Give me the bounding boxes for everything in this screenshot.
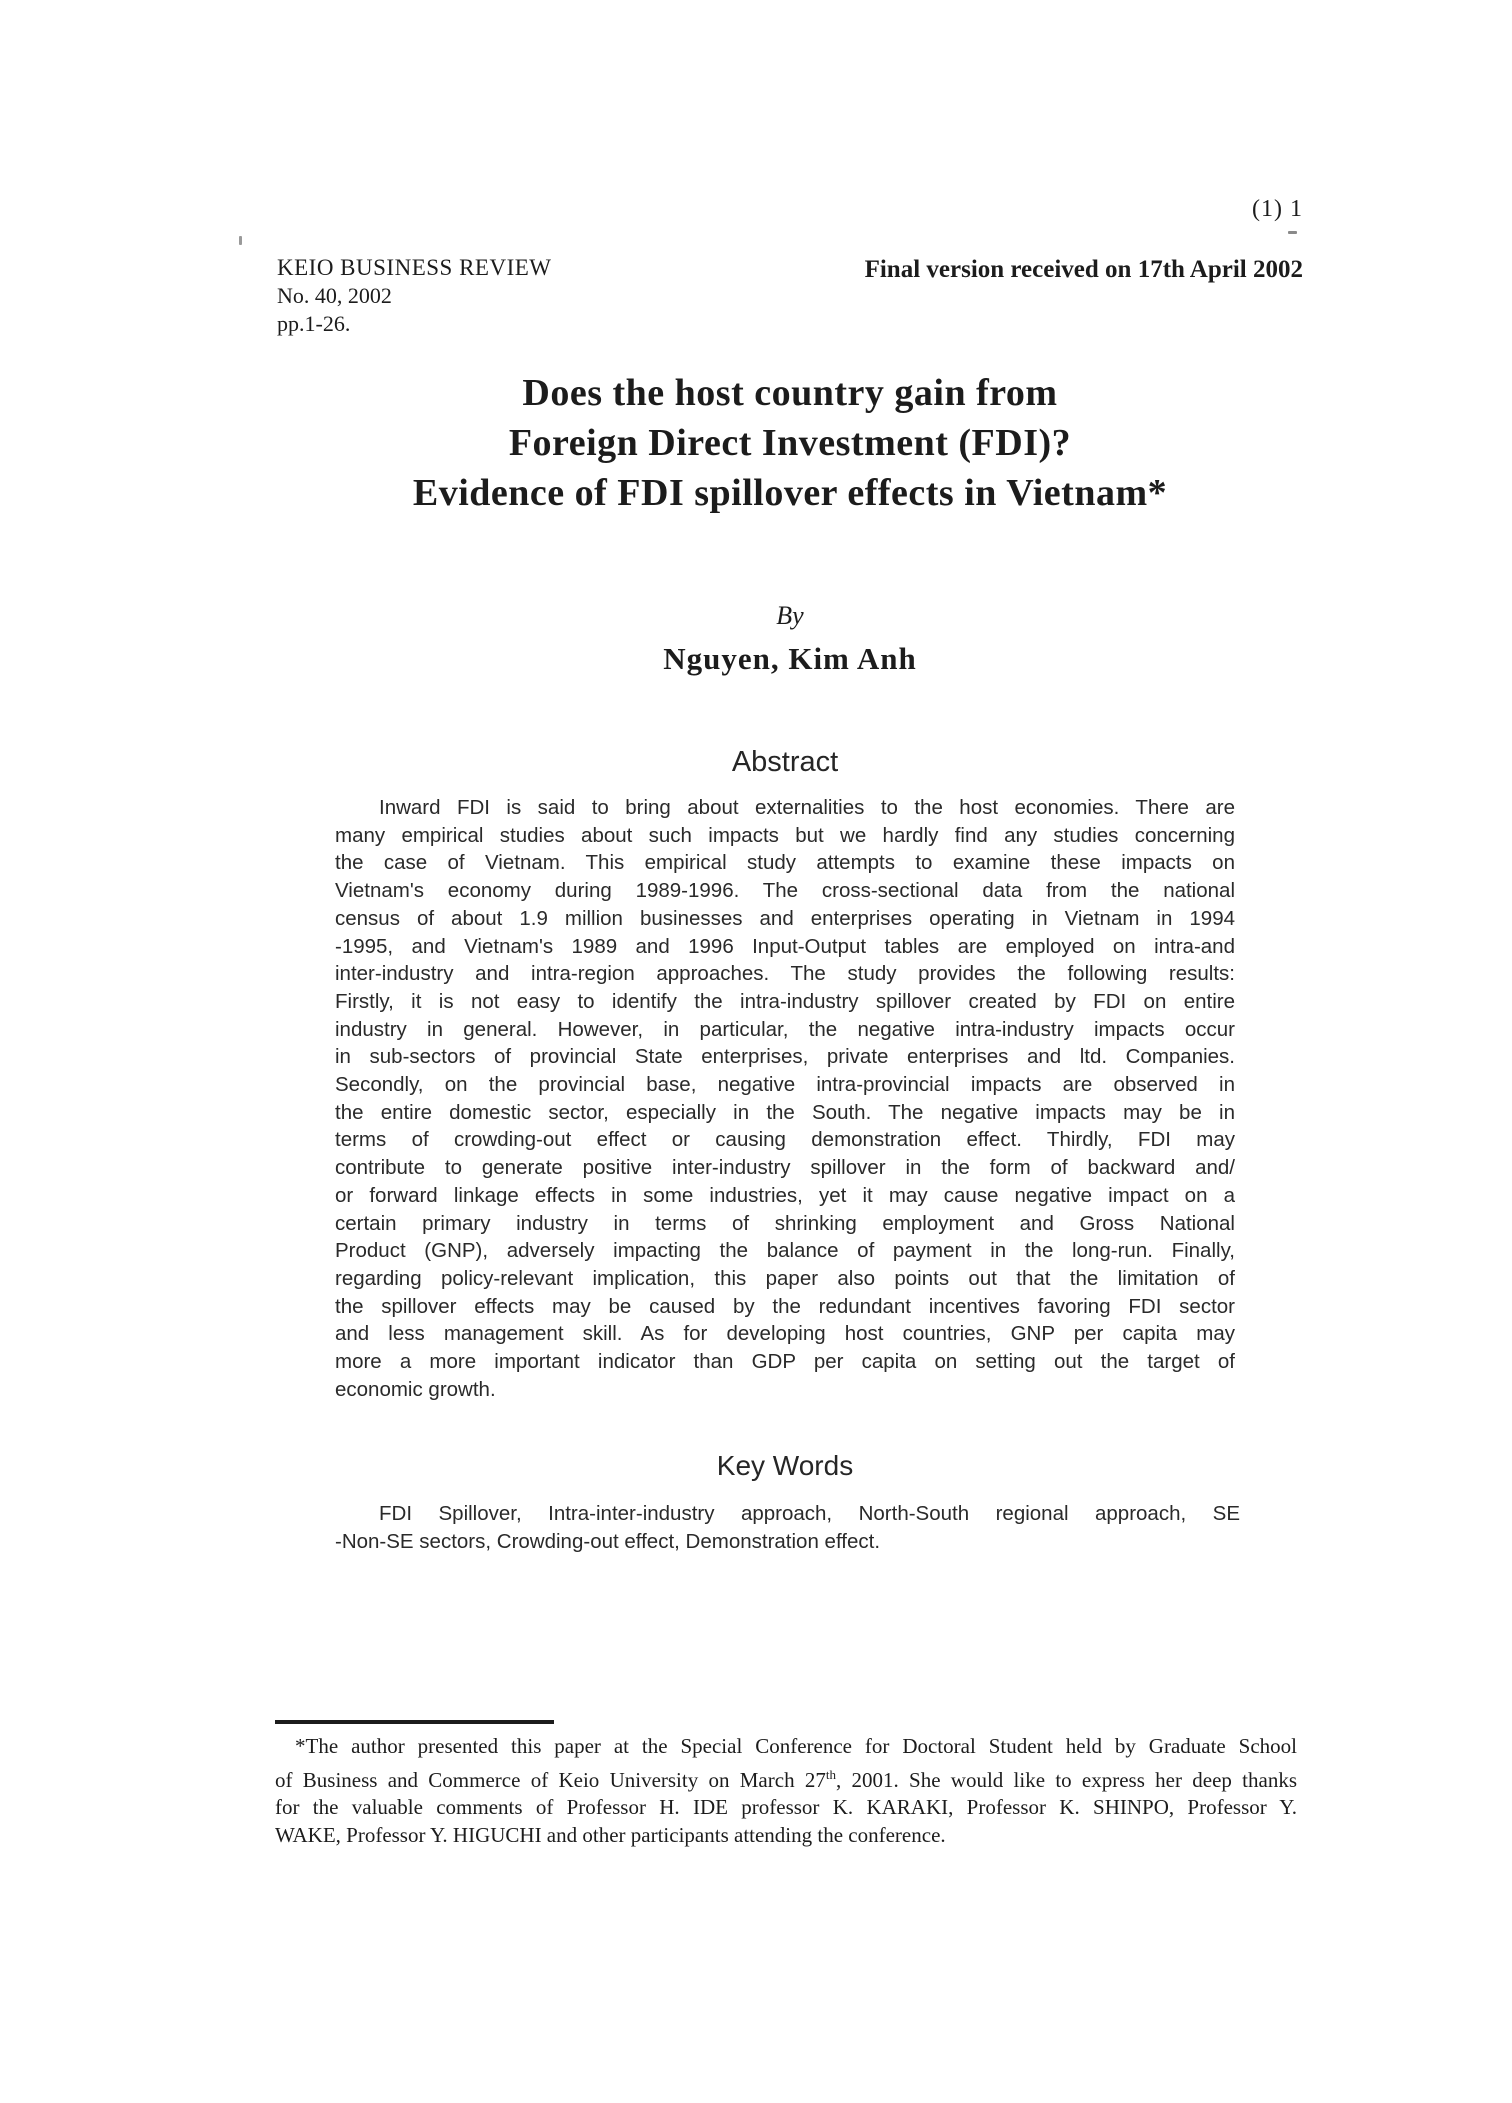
byline-by-label: By bbox=[776, 601, 804, 630]
abstract-line: Secondly, on the provincial base, negative intra-provincial impacts are observed in bbox=[335, 1073, 1235, 1097]
abstract-line: in sub-sectors of provincial State enterprises, private enterprises and ltd. Companies. bbox=[335, 1045, 1235, 1069]
abstract-line: more a more important indicator than GDP per capita on setting out the target of bbox=[335, 1350, 1235, 1374]
keywords-line: -Non-SE sectors, Crowding-out effect, Demonstration effect. bbox=[335, 1530, 881, 1553]
journal-header bbox=[277, 253, 707, 338]
abstract-line: -1995, and Vietnam's 1989 and 1996 Input-Output tables are employed on intra-and bbox=[335, 934, 1235, 958]
footnote-line: *The author presented this paper at the Special Conference for Doctoral Student held by Graduate School bbox=[295, 1734, 1297, 1758]
scan-artifact-mark bbox=[1288, 231, 1297, 234]
abstract-line: and less management skill. As for developing host countries, GNP per capita may bbox=[335, 1322, 1235, 1346]
abstract-line: the case of Vietnam. This empirical study attempts to examine these impacts on bbox=[335, 851, 1235, 875]
abstract-line: terms of crowding-out effect or causing demonstration effect. Thirdly, FDI may bbox=[335, 1128, 1235, 1152]
article-title-line: Does the host country gain from bbox=[522, 372, 1058, 414]
article-title-line: Evidence of FDI spillover effects in Vietnam* bbox=[412, 472, 1168, 514]
footnote bbox=[275, 1733, 1297, 1849]
received-date-note: Final version received on 17th April 2002 bbox=[864, 256, 1303, 283]
scan-artifact-mark bbox=[239, 236, 242, 245]
abstract-line: economic growth. bbox=[335, 1377, 496, 1401]
keywords-heading: Key Words bbox=[716, 1450, 854, 1481]
abstract-line: inter-industry and intra-region approaches. The study provides the following results: bbox=[335, 962, 1235, 986]
article-title-line: Foreign Direct Investment (FDI)? bbox=[508, 422, 1072, 464]
footnote-divider-rule bbox=[275, 1720, 554, 1724]
abstract-line: contribute to generate positive inter-industry spillover in the form of backward and/ bbox=[335, 1156, 1235, 1180]
footnote-line: WAKE, Professor Y. HIGUCHI and other participants attending the conference. bbox=[275, 1822, 946, 1847]
abstract-text bbox=[335, 794, 1235, 1403]
author-name: Nguyen, Kim Anh bbox=[663, 641, 917, 676]
footnote-superscript: th bbox=[825, 1766, 836, 1782]
abstract-line: certain primary industry in terms of shrinking employment and Gross National bbox=[335, 1211, 1235, 1235]
abstract-line: Inward FDI is said to bring about externalities to the host economies. There are bbox=[379, 796, 1235, 819]
page-number: (1) 1 bbox=[1252, 196, 1303, 222]
footnote-line-segment: , 2001. She would like to express her deep thanks bbox=[835, 1767, 1297, 1792]
abstract-line: the spillover effects may be caused by the redundant incentives favoring FDI sector bbox=[335, 1294, 1235, 1318]
abstract-line: regarding policy-relevant implication, this paper also points out that the limitation of bbox=[335, 1266, 1235, 1290]
journal-issue: No. 40, 2002 bbox=[277, 283, 392, 308]
abstract-line: the entire domestic sector, especially in the South. The negative impacts may be in bbox=[335, 1100, 1235, 1124]
journal-name: KEIO BUSINESS REVIEW bbox=[277, 255, 552, 280]
footnote-line-segment: of Business and Commerce of Keio University on March 27 bbox=[275, 1767, 826, 1792]
article-title bbox=[277, 368, 1303, 518]
footnote-line: for the valuable comments of Professor H. IDE professor K. KARAKI, Professor K. SHINPO, Professor Y. bbox=[275, 1795, 1297, 1819]
keywords-line: FDI Spillover, Intra-inter-industry approach, North-South regional approach, SE bbox=[379, 1502, 1240, 1525]
keywords-text bbox=[335, 1500, 1240, 1556]
abstract-line: Firstly, it is not easy to identify the intra-industry spillover created by FDI on entire bbox=[335, 989, 1235, 1013]
abstract-line: Vietnam's economy during 1989-1996. The cross-sectional data from the national bbox=[335, 879, 1235, 903]
abstract-line: industry in general. However, in particular, the negative intra-industry impacts occur bbox=[335, 1017, 1235, 1041]
abstract-line: Product (GNP), adversely impacting the balance of payment in the long-run. Finally, bbox=[335, 1239, 1235, 1263]
abstract-line: many empirical studies about such impacts but we hardly find any studies concerning bbox=[335, 823, 1235, 847]
journal-page-range: pp.1-26. bbox=[277, 311, 351, 336]
abstract-heading: Abstract bbox=[731, 746, 839, 778]
abstract-line: census of about 1.9 million businesses and enterprises operating in Vietnam in 1994 bbox=[335, 906, 1235, 930]
footnote-line bbox=[275, 1761, 1297, 1795]
abstract-line: or forward linkage effects in some industries, yet it may cause negative impact on a bbox=[335, 1183, 1235, 1207]
